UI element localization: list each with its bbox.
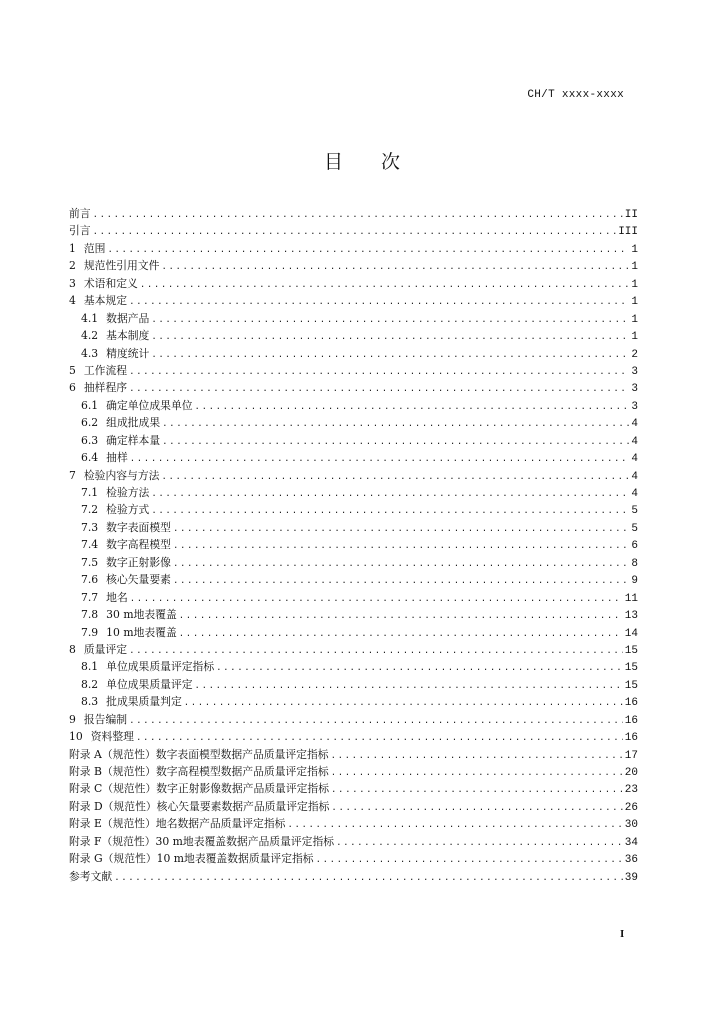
toc-entry-number: 6.4 [81,451,99,465]
toc-entry-page: 17 [624,749,638,762]
toc-entry-number: 8 [69,642,76,656]
toc-entry-page: 4 [631,470,638,483]
toc-entry[interactable] [69,240,638,257]
toc-dot-leader [195,399,630,416]
toc-entry-label: 参考文献 [69,869,113,883]
toc-dot-leader [162,416,629,433]
toc-entry-label: 数据产品 [106,311,150,325]
toc-entry[interactable] [69,379,638,396]
table-of-contents [69,205,638,885]
toc-entry-number: 7.3 [81,520,99,534]
toc-entry-number: 7.8 [81,608,99,622]
toc-entry-number: 1 [69,241,76,255]
toc-entry-page: 5 [631,522,638,535]
toc-entry-label: 基本制度 [106,329,150,343]
toc-entry-page: 4 [631,453,638,466]
toc-entry-label: 工作流程 [83,363,128,377]
toc-entry-label: 抽样 [106,451,128,465]
toc-entry-label: 附录 C（规范性）数字正射影像数据产品质量评定指标 [69,782,330,796]
toc-entry[interactable] [69,484,638,501]
toc-entry-label: 规范性引用文件 [83,259,160,273]
toc-entry-number: 7.7 [81,590,99,604]
toc-entry-number: 3 [69,276,76,290]
toc-dot-leader [130,451,630,468]
toc-entry[interactable] [69,711,638,728]
toc-entry[interactable] [69,658,638,675]
toc-entry[interactable] [69,432,638,449]
toc-entry-number: 4.1 [81,311,99,325]
toc-entry-label: 地名 [106,590,128,604]
toc-entry[interactable] [69,362,638,379]
toc-entry-page: III [618,226,638,239]
toc-entry-page: 16 [624,732,638,745]
toc-entry[interactable] [69,780,638,797]
toc-dot-leader [173,573,629,590]
toc-entry-page: 2 [631,348,638,361]
toc-entry-page: 20 [624,767,638,779]
toc-entry-page: 30 [624,819,638,832]
toc-entry-label: 附录 G（规范性）10 m地表覆盖数据质量评定指标 [69,852,314,866]
toc-entry-page: 8 [631,557,638,570]
toc-entry-label: 数字高程模型 [106,538,171,552]
toc-entry-label: 组成批成果 [106,416,161,430]
toc-entry-page: 5 [631,505,638,518]
toc-entry[interactable] [69,589,638,606]
toc-dot-leader [114,870,623,887]
toc-entry-number: 7.9 [81,625,99,639]
toc-dot-leader [195,678,623,695]
toc-dot-leader [184,695,623,712]
toc-dot-leader [93,207,623,224]
toc-entry[interactable] [69,763,638,780]
toc-dot-leader [151,312,629,329]
toc-entry-number: 8.1 [81,660,99,674]
toc-dot-leader [130,591,623,608]
toc-entry-page: 14 [624,627,638,640]
toc-entry[interactable] [69,519,638,536]
toc-entry-label: 附录 F（规范性）30 m地表覆盖数据产品质量评定指标 [69,834,335,848]
toc-dot-leader [151,486,629,503]
toc-entry-page: 9 [631,575,638,588]
toc-dot-leader [331,800,622,817]
toc-entry-number: 6.3 [81,433,99,447]
toc-entry-page: 6 [631,540,638,553]
toc-entry-label: 前言 [69,207,91,220]
toc-entry-page: II [624,209,638,221]
toc-dot-leader [331,782,623,799]
toc-entry[interactable] [69,536,638,553]
toc-entry[interactable] [69,746,638,763]
toc-entry-number: 7.1 [81,486,99,499]
toc-entry-number: 6.1 [81,398,99,412]
toc-entry[interactable] [69,624,638,641]
toc-dot-leader [316,852,623,869]
toc-entry-page: 13 [624,610,638,623]
toc-dot-leader [216,660,623,677]
toc-entry[interactable] [69,798,638,815]
toc-entry-page: 15 [624,644,638,657]
toc-entry-label: 精度统计 [106,346,150,360]
toc-entry-label: 附录 B（规范性）数字高程模型数据产品质量评定指标 [69,765,329,778]
toc-dot-leader [162,434,629,451]
toc-entry-page: 11 [624,592,638,605]
document-code: CH/T xxxx-xxxx [527,89,624,101]
toc-dot-leader [129,381,629,398]
toc-entry[interactable] [69,501,638,518]
toc-dot-leader [129,294,629,311]
toc-entry[interactable] [69,310,638,327]
toc-entry-label: 质量评定 [83,642,128,656]
toc-entry-label: 单位成果质量评定指标 [106,660,215,674]
toc-entry[interactable] [69,414,638,431]
toc-dot-leader [161,469,629,486]
toc-entry-page: 15 [624,662,638,675]
toc-dot-leader [151,347,629,364]
toc-entry-label: 检验方法 [106,486,150,499]
toc-entry-label: 检验方式 [106,503,150,517]
toc-entry-label: 批成果质量判定 [106,695,182,709]
toc-entry[interactable] [69,728,638,745]
page-number: I [620,928,625,940]
toc-entry-page: 1 [631,296,638,309]
toc-entry-label: 检验内容与方法 [83,468,160,482]
toc-dot-leader [161,259,629,276]
toc-entry-number: 8.3 [81,695,99,709]
toc-entry-label: 10 m地表覆盖 [106,625,177,639]
toc-dot-leader [173,521,629,538]
toc-entry[interactable] [69,693,638,710]
toc-dot-leader [140,277,630,294]
toc-entry-page: 34 [624,836,638,849]
toc-entry-page: 1 [631,243,638,256]
toc-entry-number: 7.4 [81,538,99,552]
toc-entry-number: 7 [69,468,76,482]
toc-entry[interactable] [69,850,638,867]
toc-entry-label: 数字表面模型 [106,520,171,534]
toc-entry-label: 附录 A（规范性）数字表面模型数据产品质量评定指标 [69,747,329,761]
toc-entry[interactable] [69,641,638,658]
page-title: 目次 [323,151,438,173]
toc-entry[interactable] [69,292,638,309]
toc-entry-label: 核心矢量要素 [106,573,171,587]
toc-entry-page: 15 [624,679,638,692]
toc-entry-page: 1 [631,278,638,291]
toc-entry-number: 9 [69,712,76,726]
toc-entry-label: 单位成果质量评定 [106,677,193,691]
toc-entry-page: 23 [624,784,638,797]
toc-entry-number: 2 [69,259,76,273]
toc-entry[interactable] [69,467,638,484]
toc-entry-page: 39 [624,871,638,884]
toc-entry-page: 4 [631,488,638,500]
toc-dot-leader [129,364,629,381]
toc-dot-leader [179,626,623,643]
toc-entry-number: 7.2 [81,503,99,517]
toc-dot-leader [151,329,629,346]
toc-entry-label: 附录 E（规范性）地名数据产品质量评定指标 [69,817,286,831]
toc-entry[interactable] [69,449,638,466]
toc-dot-leader [107,242,629,259]
toc-entry-number: 4 [69,294,76,308]
toc-entry[interactable] [69,571,638,588]
toc-entry-page: 3 [631,400,638,413]
toc-dot-leader [129,713,623,730]
toc-entry-number: 5 [69,363,76,377]
toc-entry[interactable] [69,205,638,222]
toc-entry[interactable] [69,345,638,362]
toc-dot-leader [331,765,623,782]
toc-entry-page: 4 [631,435,638,448]
toc-entry-page: 3 [631,365,638,378]
toc-entry-label: 基本规定 [83,294,128,308]
toc-entry-label: 30 m地表覆盖 [106,608,177,622]
toc-dot-leader [151,503,629,520]
toc-entry[interactable] [69,815,638,832]
toc-entry-number: 8.2 [81,677,99,691]
toc-entry-number: 4.2 [81,329,99,343]
toc-entry[interactable] [69,868,638,885]
toc-entry[interactable] [69,275,638,292]
toc-dot-leader [173,538,629,555]
toc-entry[interactable] [69,327,638,344]
toc-entry[interactable] [69,676,638,693]
toc-entry-label: 范围 [83,241,106,255]
toc-entry-number: 6.2 [81,416,99,430]
toc-entry[interactable] [69,397,638,414]
toc-entry-page: 16 [624,714,638,727]
toc-entry-number: 10 [69,730,83,744]
toc-entry-page: 4 [631,418,638,431]
toc-entry-page: 16 [624,697,638,710]
toc-entry[interactable] [69,606,638,623]
toc-entry-label: 确定样本量 [106,433,161,447]
toc-entry[interactable] [69,257,638,274]
toc-entry-page: 1 [631,331,638,344]
toc-entry[interactable] [69,554,638,571]
toc-entry-label: 数字正射影像 [106,555,171,569]
toc-dot-leader [331,748,623,765]
toc-entry-label: 资料整理 [90,730,134,744]
toc-entry-page: 36 [624,854,638,867]
toc-entry-label: 报告编制 [83,712,128,726]
toc-dot-leader [179,608,623,625]
toc-entry-page: 3 [631,383,638,396]
toc-dot-leader [336,835,623,852]
toc-entry-number: 7.6 [81,573,99,587]
toc-entry-label: 附录 D（规范性）核心矢量要素数据产品质量评定指标 [69,799,330,813]
toc-entry-label: 抽样程序 [83,381,128,395]
toc-entry-page: 26 [624,801,638,814]
toc-entry-label: 确定单位成果单位 [106,398,193,412]
toc-entry-page: 1 [631,261,638,274]
toc-entry-label: 术语和定义 [83,276,138,290]
toc-dot-leader [287,817,622,834]
toc-entry[interactable] [69,833,638,850]
toc-entry-page: 1 [631,313,638,326]
toc-entry-number: 7.5 [81,555,99,569]
toc-dot-leader [173,556,629,573]
toc-entry[interactable] [69,222,638,239]
toc-entry-label: 引言 [69,224,91,238]
toc-entry-number: 6 [69,381,76,395]
toc-entry-number: 4.3 [81,346,99,360]
toc-dot-leader [93,224,617,241]
